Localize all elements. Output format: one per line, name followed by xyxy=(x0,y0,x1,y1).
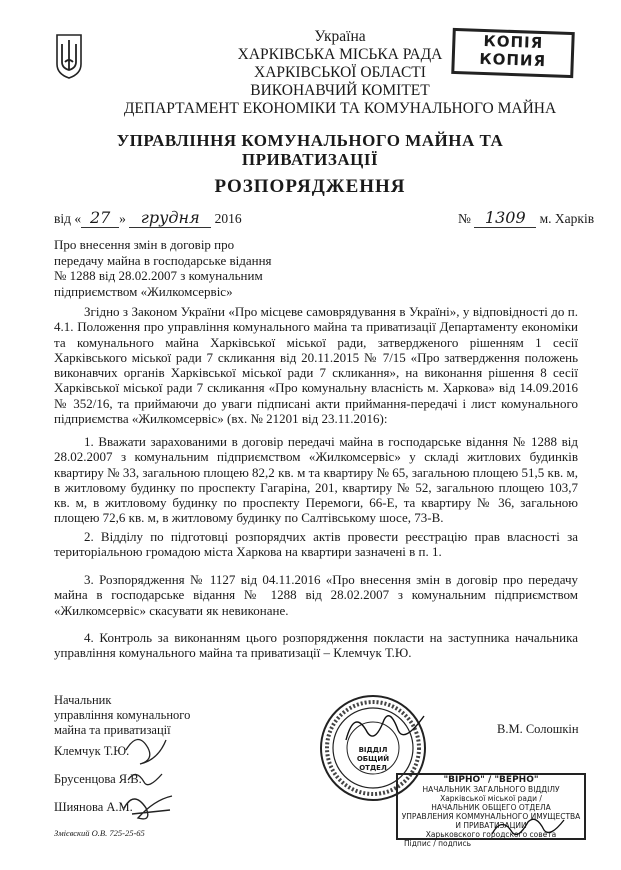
header-country: Україна xyxy=(314,28,366,45)
signature-title-2: управління комунального xyxy=(54,708,191,722)
verno-line-6: Харьковского городского совета xyxy=(425,830,557,839)
verno-line-4: НАЧАЛЬНИК ОБЩЕГО ОТДЕЛА xyxy=(431,803,551,812)
date-year: 2016 xyxy=(214,211,242,226)
trident-emblem-icon xyxy=(54,32,84,80)
item-4-paragraph xyxy=(54,630,578,661)
item-1-text: 1. Вважати зарахованими в договір передачі майна в господарське відання № 1288 від 28.02.2007 з комунальним підприємством «Жилкомсервіс» у складі житлових будинків квартиру № 33, загальною площею 82,2 кв. м та квартиру № 65, загальною площею 51,5 кв. м, в житловому будинку по проспекту Гагаріна, 201, квартиру № 52, загальною площею 103,7 кв. м, в житловому будинку по проспекту Перемоги, 66-Е, та квартиру № 36, загальною площею 72,6 кв. м, в житловому будинку по Салтівському шосе, 73-В. xyxy=(54,434,578,526)
item-1-paragraph xyxy=(54,434,578,526)
date-month: грудня xyxy=(129,208,211,228)
date-prefix: від « xyxy=(54,211,82,226)
office-line-2: ПРИВАТИЗАЦІЇ xyxy=(241,150,379,169)
executor-note: Змієвский О.В. 725-25-65 xyxy=(54,828,145,838)
signature-title-3: майна та приватизації xyxy=(54,723,171,737)
preamble-text: Згідно з Законом України «Про місцеве самоврядування в Україні», у відповідності до п. 4.1. Положення про управління комунального майна та приватизації Департаменту економіки та комунального майна Харківської міської ради, затвердженого рішенням 1 сесії Харківського міської ради 7 скликання від 20.11.2015 № 7/15 «Про затвердження положень виконавчих органів Харківської міської ради 7 скликання», на виконання рішення 8 сесії Харківської міської ради 7 скликання «Про комунальну власність м. Харкова» від 14.09.2016 № 352/16, та приймаючи до уваги підписані акти приймання-передачі і лист комунального підприємства «Жилкомсервіс» (вх. № 21201 від 23.11.2016): xyxy=(54,304,578,427)
date-mid: » xyxy=(119,211,126,226)
copy-stamp xyxy=(451,28,575,78)
subject-block xyxy=(54,237,294,299)
main-signature-icon xyxy=(340,700,430,760)
number-line xyxy=(458,208,594,228)
signatory-name: В.М. Солошкін xyxy=(497,722,579,736)
copy-stamp-bottom: КОПИЯ xyxy=(479,49,547,71)
document-number: 1309 xyxy=(474,208,536,228)
seal-center-1: ВІДДІЛ xyxy=(358,746,388,754)
item-3-text: 3. Розпорядження № 1127 від 04.11.2016 «Про внесення змін в договір про передачу майна в господарське відання № 1288 від 28.02.2007 з комунальним підприємством «Жилкомсервіс» скасувати як невиконане. xyxy=(54,572,578,618)
approval-3: Шиянова А.М. xyxy=(54,800,133,814)
approval-2: Брусенцова Я.В. xyxy=(54,772,142,786)
header-committee: ВИКОНАВЧИЙ КОМІТЕТ xyxy=(250,82,430,99)
date-day: 27 xyxy=(81,208,119,228)
approval-1: Клемчук Т.Ю. xyxy=(54,744,130,758)
approval-signatures-icon xyxy=(118,730,178,830)
preamble-paragraph xyxy=(54,304,578,426)
item-3-paragraph xyxy=(54,572,578,618)
item-2-text: 2. Відділу по підготовці розпорядчих актів провести реєстрацію прав власності за територіальною громадою міста Харкова на квартири зазначені в п. 1. xyxy=(54,529,578,560)
copy-stamp-top: КОПІЯ xyxy=(483,31,544,53)
signature-title-1: Начальник xyxy=(54,693,112,707)
subject-line-3: № 1288 від 28.02.2007 з комунальним xyxy=(54,268,263,283)
item-4-text: 4. Контроль за виконанням цього розпорядження покласти на заступника начальника управління комунального майна та приватизації – Клемчук Т.Ю. xyxy=(54,630,578,661)
header-department: ДЕПАРТАМЕНТ ЕКОНОМІКИ ТА КОМУНАЛЬНОГО МАЙНА xyxy=(123,100,557,117)
document-type: РОЗПОРЯДЖЕННЯ xyxy=(214,176,406,197)
subject-line-4: підприємством «Жилкомсервіс» xyxy=(54,283,233,299)
verno-line-1: "ВІРНО" / "ВЕРНО" xyxy=(443,775,539,785)
number-prefix: № xyxy=(458,211,471,226)
header-region: ХАРКІВСЬКОЇ ОБЛАСТІ xyxy=(254,64,426,81)
subject-line-2: передачу майна в господарське відання xyxy=(54,252,272,268)
verno-signature-icon xyxy=(488,812,568,842)
date-line xyxy=(54,208,242,228)
place: м. Харків xyxy=(539,211,595,226)
verno-line-5: УПРАВЛЕНИЯ КОММУНАЛЬНОГО ИМУЩЕСТВА И ПРИВАТИЗАЦИИ xyxy=(401,812,581,830)
subject-line-1: Про внесення змін в договір про xyxy=(54,237,235,252)
item-2-paragraph xyxy=(54,529,578,560)
header-council: ХАРКІВСЬКА МІСЬКА РАДА xyxy=(237,46,443,63)
verno-line-7: Підпис / подпись xyxy=(404,839,472,848)
verno-line-3: Харківської міської ради / xyxy=(440,794,542,803)
seal-center-2: ОБЩИЙ ОТДЕЛ xyxy=(356,755,390,772)
verno-line-2: НАЧАЛЬНИК ЗАГАЛЬНОГО ВІДДІЛУ xyxy=(422,785,560,794)
office-line-1: УПРАВЛІННЯ КОМУНАЛЬНОГО МАЙНА ТА xyxy=(116,131,504,150)
